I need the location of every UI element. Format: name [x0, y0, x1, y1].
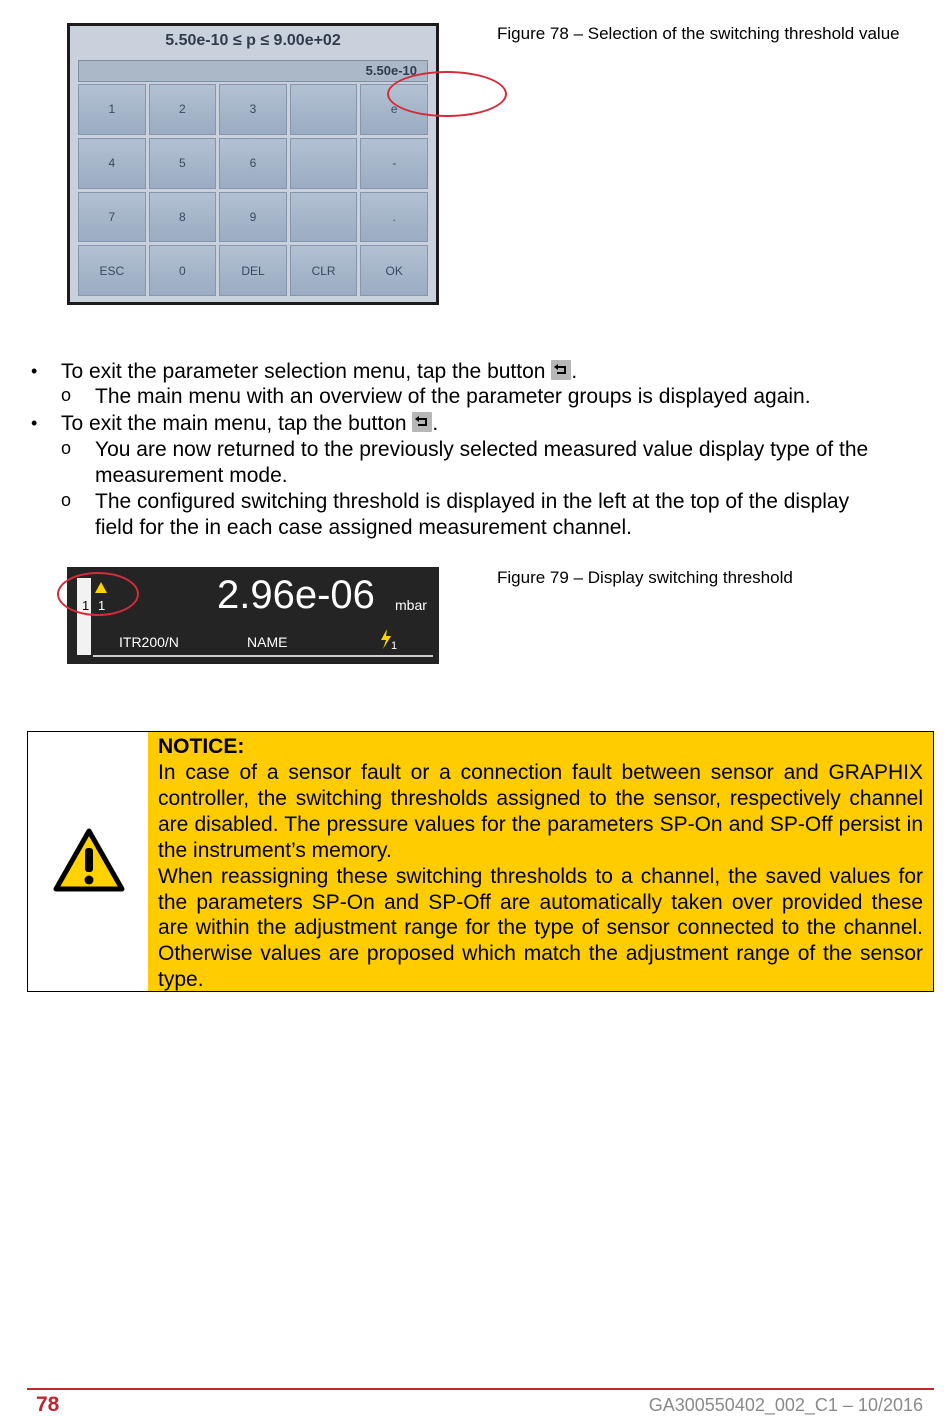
bullet-1: To exit the parameter selection menu, tap the button .	[61, 360, 578, 383]
bullet-2-sub2-line2: field for the in each case assigned measurement channel.	[95, 516, 632, 539]
figure79-caption: Figure 79 – Display switching threshold	[497, 568, 793, 587]
key-e: e	[360, 84, 428, 135]
threshold-number: 1	[98, 598, 106, 613]
bullet-2: To exit the main menu, tap the button .	[61, 412, 439, 435]
key-6: 6	[219, 138, 287, 189]
key-del: DEL	[219, 245, 287, 296]
key-2: 2	[149, 84, 217, 135]
warning-icon	[53, 828, 125, 892]
notice-box	[27, 731, 934, 992]
footer-rule	[27, 1388, 934, 1390]
channel-number: 1	[82, 598, 90, 613]
key-3: 3	[219, 84, 287, 135]
bullet-1-sub: The main menu with an overview of the parameter groups is displayed again.	[95, 385, 811, 408]
key-1: 1	[78, 84, 146, 135]
entry-value: 5.50e-10	[365, 63, 417, 78]
return-icon	[551, 360, 571, 380]
bullet-dot: •	[31, 361, 38, 381]
sub-bullet-mark: o	[61, 385, 72, 405]
notice-title: NOTICE:	[158, 735, 245, 758]
return-icon	[412, 412, 432, 432]
notice-paragraph-2: When reassigning these switching thresholds to a channel, the saved values for the parameters SP-On and SP-Off are automatically taken over provided these are within the adjustment range for the type of sensor connected to the channel. Otherwise values are proposed which match the adjustment range of the sensor type.	[158, 864, 923, 992]
display-screenshot	[67, 567, 439, 664]
document-id: GA300550402_002_C1 – 10/2016	[648, 1395, 923, 1415]
key-8: 8	[149, 192, 217, 243]
key-minus: -	[360, 138, 428, 189]
bullet-2-sub1-line1: You are now returned to the previously selected measured value display type of the	[95, 438, 869, 461]
bullet-2-sub2-line1: The configured switching threshold is displayed in the left at the top of the display	[95, 490, 850, 513]
key-4: 4	[78, 138, 146, 189]
page-number: 78	[36, 1393, 60, 1416]
key-7: 7	[78, 192, 146, 243]
key-clr: CLR	[290, 245, 358, 296]
measured-value: 2.96e-06	[217, 573, 375, 617]
key-9: 9	[219, 192, 287, 243]
notice-text-cell	[148, 732, 933, 991]
notice-icon-cell	[28, 732, 148, 991]
notice-paragraph-1: In case of a sensor fault or a connection fault between sensor and GRAPHIX controller, the switching thresholds assigned to the sensor, respectively channel are disabled. The pressure values for the parameters SP-On and SP-Off persist in the instrument’s memory.	[158, 761, 923, 862]
key-esc: ESC	[78, 245, 146, 296]
key-dot: .	[360, 192, 428, 243]
keypad-grid	[78, 84, 428, 296]
figure78-caption: Figure 78 – Selection of the switching threshold value	[497, 24, 900, 43]
range-label: 5.50e-10 ≤ p ≤ 9.00e+02	[165, 32, 341, 49]
unit-label: mbar	[395, 597, 427, 613]
baseline	[93, 655, 433, 657]
key-5: 5	[149, 138, 217, 189]
gauge-type: ITR200/N	[119, 634, 179, 650]
key-blank	[290, 138, 358, 189]
sub-bullet-mark: o	[61, 490, 72, 510]
bullet-2-sub1-line2: measurement mode.	[95, 464, 288, 487]
keypad-screenshot	[67, 23, 439, 305]
key-0: 0	[149, 245, 217, 296]
bullet-dot: •	[31, 413, 38, 433]
relay-index: 1	[391, 640, 398, 652]
key-ok: OK	[360, 245, 428, 296]
highlight-circle	[387, 71, 507, 117]
key-blank	[290, 192, 358, 243]
highlight-circle	[57, 572, 139, 616]
gauge-name: NAME	[247, 634, 288, 650]
sub-bullet-mark: o	[61, 438, 72, 458]
value-entry-field	[78, 60, 428, 82]
key-blank	[290, 84, 358, 135]
